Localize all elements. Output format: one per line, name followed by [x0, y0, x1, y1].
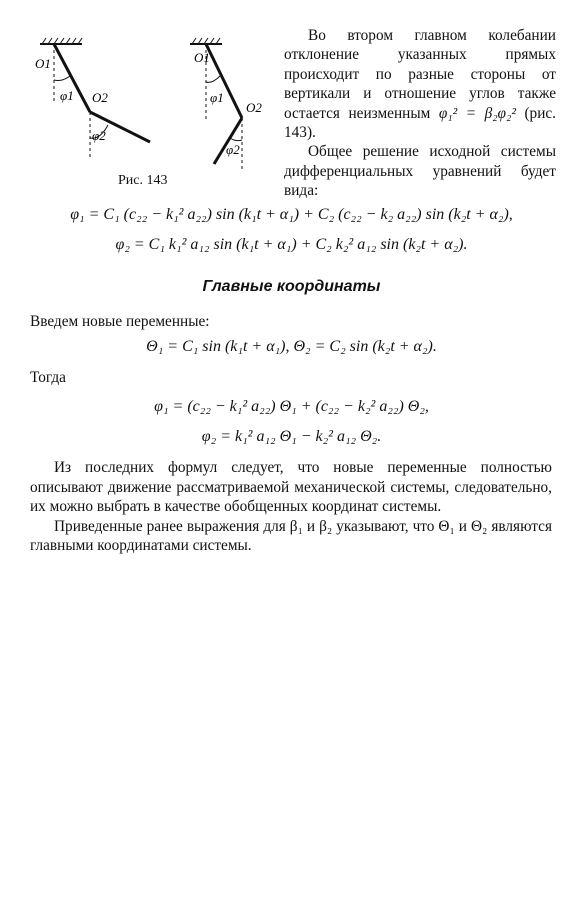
equation-phi1-theta: φ₁ = (c₂₂ − k₁² a₂₂) Θ₁ + (c₂₂ − k₂² a₂₂) Θ₂, [154, 398, 429, 415]
label-o1-right: O1 [194, 50, 210, 65]
label-phi2-left: φ2 [92, 128, 106, 143]
right-column-text [284, 26, 556, 201]
left-pendulum [35, 38, 150, 160]
label-o2-left: O2 [92, 90, 108, 105]
label-phi1-right: φ1 [210, 90, 224, 105]
section-heading: Главные координаты [202, 278, 381, 295]
label-phi1-left: φ1 [60, 88, 74, 103]
right-pendulum [190, 38, 262, 170]
pendulum-diagram [30, 30, 270, 195]
label-o1-left: O1 [35, 56, 51, 71]
equation-phi2: φ₂ = C₁ k₁² a₁₂ sin (k₁t + α₁) + C₂ k₂² a₁₂ sin (k₂t + α₂). [115, 236, 468, 253]
equation-theta: Θ₁ = C₁ sin (k₁t + α₁), Θ₂ = C₂ sin (k₂t + α₂). [146, 338, 437, 355]
label-o2-right: O2 [246, 100, 262, 115]
paragraph-general-solution: Общее решение исходной системы дифференциальных уравнений будет вида: [284, 143, 556, 200]
paragraph-second-mode-text: Во втором главном колебании отклонение указанных прямых происходит по разные стороны от вертикали и отношение углов также остается неизменным [284, 27, 556, 122]
formula-phi-ratio: φ₁² = β₂φ₂² [438, 104, 516, 122]
label-phi2-right: φ2 [226, 142, 240, 157]
equation-phi2-theta: φ₂ = k₁² a₁₂ Θ₁ − k₂² a₁₂ Θ₂. [201, 428, 382, 445]
equation-phi1: φ₁ = C₁ (c₂₂ − k₁² a₂₂) sin (k₁t + α₁) + C₂ (c₂₂ − k₂ a₂₂) sin (k₂t + α₂), [70, 206, 513, 223]
body-text [30, 458, 552, 556]
paragraph-conclusion: Из последних формул следует, что новые переменные полностью описывают движение рассматриваемой механической системы, следовательно, их можно выбрать в качестве обобщенных координат системы. [30, 459, 552, 516]
figure-caption: Рис. 143 [118, 173, 168, 188]
paragraph-second-mode-end: (рис. 143). [284, 104, 556, 142]
paragraph-main-coordinates: Приведенные ранее выражения для β₁ и β₂ указывают, что Θ₁ и Θ₂ являются главными координатами системы. [30, 517, 552, 555]
figure-143 [30, 30, 270, 195]
then-text: Тогда [30, 369, 66, 386]
intro-text: Введем новые переменные: [30, 313, 210, 330]
paragraph-second-mode [284, 26, 556, 142]
